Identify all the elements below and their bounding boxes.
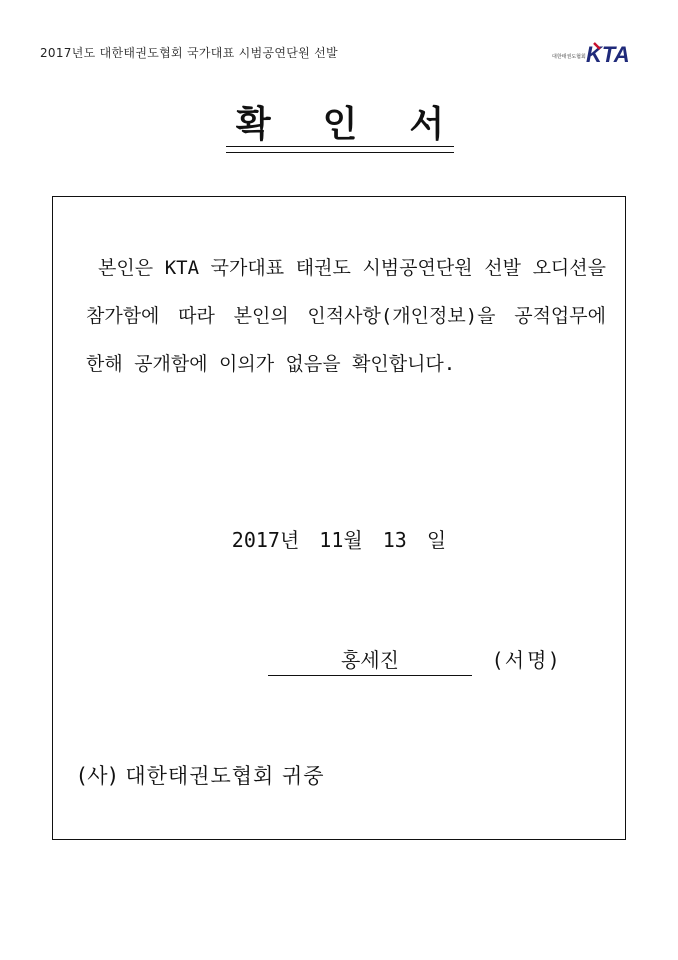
title-double-underline	[226, 146, 454, 153]
signer-name: 홍세진	[268, 644, 472, 676]
recipient-line: (사) 대한태권도협회 귀중	[78, 764, 325, 788]
logo-org-name: 대한태권도협회	[552, 54, 586, 60]
kta-logo-icon	[586, 40, 632, 68]
logo-text: KTA	[586, 42, 630, 67]
kta-logo	[552, 40, 632, 68]
document-title: 확인서	[235, 103, 497, 145]
header-text: 2017년도 대한태권도협회 국가대표 시범공연단원 선발	[40, 46, 338, 60]
signature-label: (서명)	[494, 648, 561, 672]
document-date: 2017년 11월 13 일	[231, 528, 447, 552]
confirmation-statement: 본인은 KTA 국가대표 태권도 시범공연단원 선발 오디션을 참가함에 따라 본인의 인적사항(개인정보)을 공적업무에 한해 공개함에 이의가 없음을 확인합니다.	[86, 257, 606, 375]
